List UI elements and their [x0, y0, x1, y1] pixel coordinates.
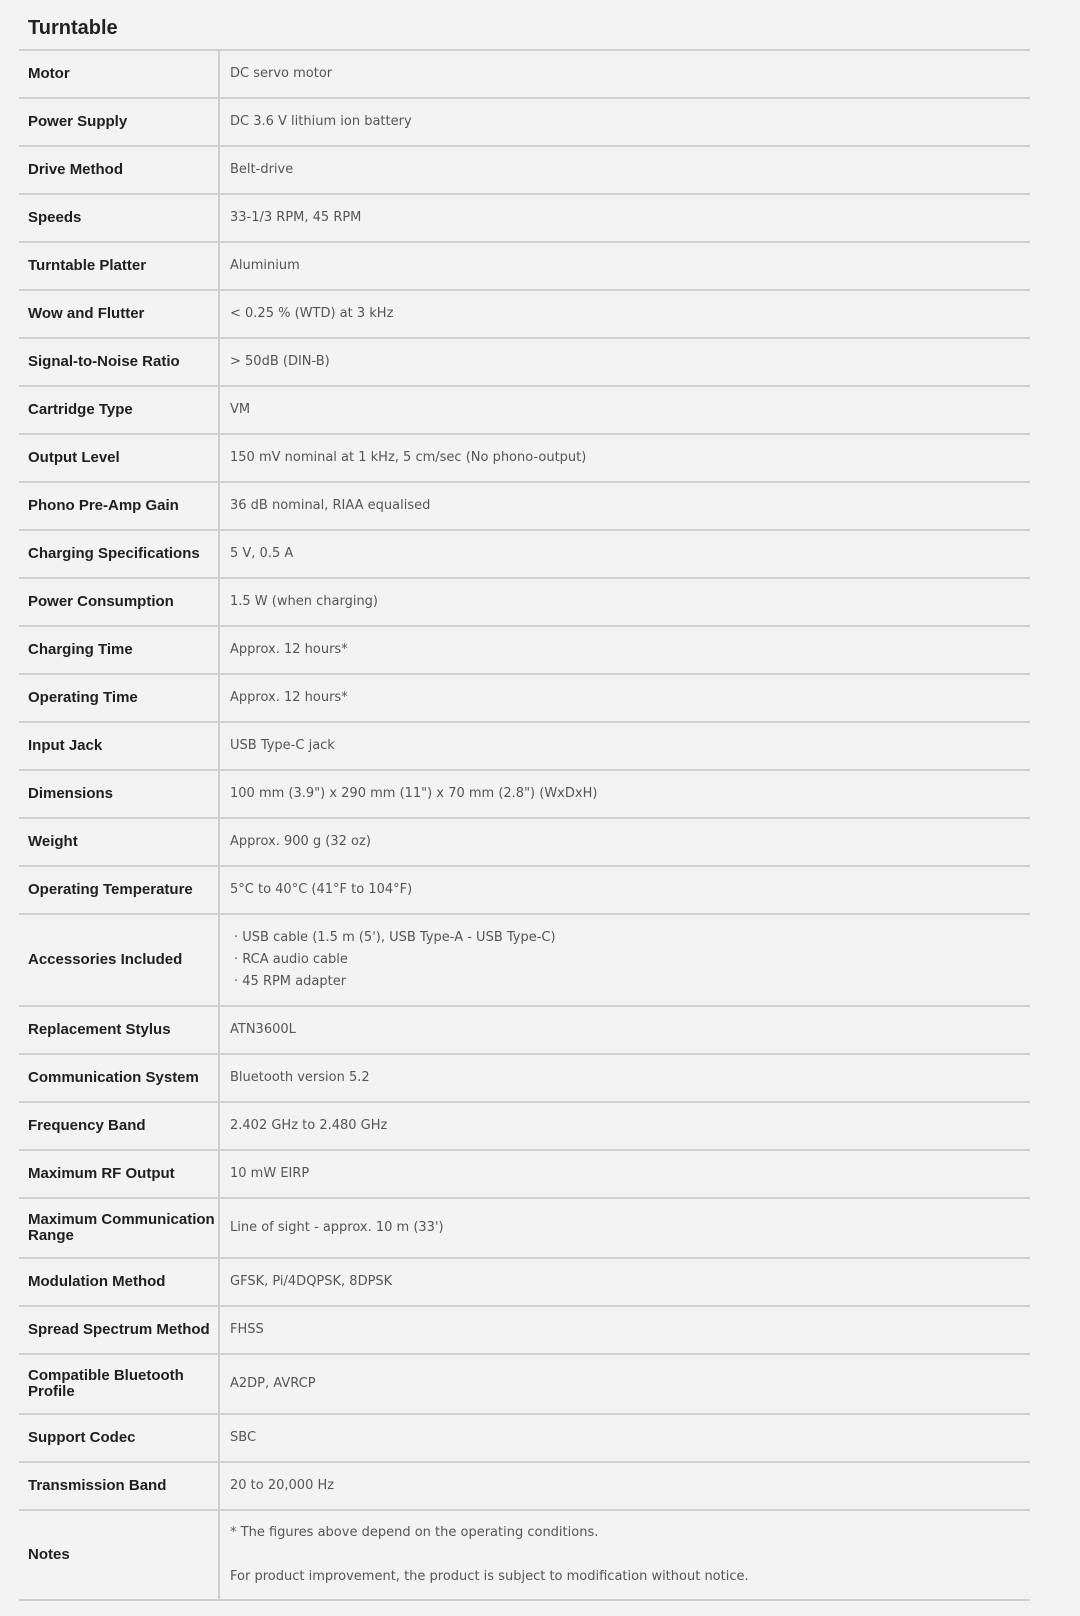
spec-row [19, 147, 1030, 195]
spec-label: Spread Spectrum Method [19, 1307, 220, 1353]
spec-value: 33-1/3 RPM, 45 RPM [230, 210, 362, 225]
spec-value: Aluminium [230, 258, 300, 273]
spec-value: 1.5 W (when charging) [230, 594, 379, 609]
spec-row [19, 723, 1030, 771]
spec-value: Approx. 12 hours* [230, 690, 348, 705]
spec-label: Speeds [19, 195, 220, 241]
spec-label: Wow and Flutter [19, 291, 220, 337]
spec-row [19, 435, 1030, 483]
spec-label: Maximum Communication Range [19, 1199, 220, 1257]
spec-value: Bluetooth version 5.2 [230, 1070, 370, 1085]
spec-row [19, 675, 1030, 723]
spec-table [19, 0, 1030, 1601]
spec-label: Notes [19, 1511, 220, 1599]
spec-label: Power Consumption [19, 579, 220, 625]
spec-label: Weight [19, 819, 220, 865]
spec-row [19, 339, 1030, 387]
spec-label: Drive Method [19, 147, 220, 193]
spec-row [19, 1055, 1030, 1103]
spec-value: 150 mV nominal at 1 kHz, 5 cm/sec (No phono-output) [230, 450, 587, 465]
spec-label: Phono Pre-Amp Gain [19, 483, 220, 529]
spec-row [19, 1463, 1030, 1511]
spec-row [19, 1415, 1030, 1463]
spec-value: 5°C to 40°C (41°F to 104°F) [230, 882, 413, 897]
note-line: For product improvement, the product is subject to modification without notice. [230, 1569, 749, 1584]
spec-value: SBC [230, 1430, 257, 1445]
spec-row [19, 1259, 1030, 1307]
accessory-item: · RCA audio cable [234, 952, 348, 967]
spec-row [19, 243, 1030, 291]
spec-label: Turntable Platter [19, 243, 220, 289]
spec-row [19, 915, 1030, 1007]
spec-row [19, 819, 1030, 867]
spec-value: 10 mW EIRP [230, 1166, 310, 1181]
spec-row [19, 483, 1030, 531]
accessory-item: · USB cable (1.5 m (5'), USB Type-A - USB Type-C) [234, 930, 556, 945]
spec-row [19, 867, 1030, 915]
spec-value: DC 3.6 V lithium ion battery [230, 114, 412, 129]
spec-value: Approx. 900 g (32 oz) [230, 834, 371, 849]
spec-value: ATN3600L [230, 1022, 296, 1037]
spec-label: Accessories Included [19, 915, 220, 1005]
spec-value: Belt-drive [230, 162, 294, 177]
spec-label: Compatible Bluetooth Profile [19, 1355, 220, 1413]
spec-value: > 50dB (DIN-B) [230, 354, 330, 369]
spec-row [19, 51, 1030, 99]
spec-label: Signal-to-Noise Ratio [19, 339, 220, 385]
spec-label: Communication System [19, 1055, 220, 1101]
spec-value: GFSK, Pi/4DQPSK, 8DPSK [230, 1274, 393, 1289]
spec-row [19, 1307, 1030, 1355]
note-line: * The figures above depend on the operating conditions. [230, 1525, 599, 1540]
spec-value-list [220, 915, 1030, 1005]
spec-row [19, 627, 1030, 675]
spec-value: 100 mm (3.9") x 290 mm (11") x 70 mm (2.8") (WxDxH) [230, 786, 598, 801]
spec-value: A2DP, AVRCP [230, 1376, 316, 1391]
spec-label: Input Jack [19, 723, 220, 769]
spec-value: VM [230, 402, 251, 417]
spec-row [19, 1007, 1030, 1055]
spec-label: Replacement Stylus [19, 1007, 220, 1053]
spec-label: Frequency Band [19, 1103, 220, 1149]
spec-value: 2.402 GHz to 2.480 GHz [230, 1118, 388, 1133]
note-spacer [230, 1544, 1030, 1566]
spec-value: 36 dB nominal, RIAA equalised [230, 498, 431, 513]
spec-row [19, 531, 1030, 579]
spec-value: Approx. 12 hours* [230, 642, 348, 657]
spec-row [19, 579, 1030, 627]
section-title: Turntable [19, 0, 1030, 51]
notes-value [220, 1511, 1030, 1599]
spec-row [19, 1511, 1030, 1601]
spec-row [19, 771, 1030, 819]
spec-row [19, 1151, 1030, 1199]
spec-label: Transmission Band [19, 1463, 220, 1509]
spec-row [19, 1103, 1030, 1151]
spec-row [19, 291, 1030, 339]
spec-label: Operating Time [19, 675, 220, 721]
spec-label: Dimensions [19, 771, 220, 817]
spec-label: Operating Temperature [19, 867, 220, 913]
spec-row [19, 99, 1030, 147]
spec-label: Charging Time [19, 627, 220, 673]
spec-value: DC servo motor [230, 66, 333, 81]
spec-label: Cartridge Type [19, 387, 220, 433]
spec-row [19, 195, 1030, 243]
spec-value: < 0.25 % (WTD) at 3 kHz [230, 306, 394, 321]
spec-value: 20 to 20,000 Hz [230, 1478, 335, 1493]
spec-label: Output Level [19, 435, 220, 481]
spec-label: Maximum RF Output [19, 1151, 220, 1197]
accessory-item: · 45 RPM adapter [234, 974, 347, 989]
spec-row [19, 387, 1030, 435]
spec-value: USB Type-C jack [230, 738, 335, 753]
spec-label: Charging Specifications [19, 531, 220, 577]
spec-value: Line of sight - approx. 10 m (33') [230, 1220, 444, 1235]
spec-value: FHSS [230, 1322, 264, 1337]
spec-label: Power Supply [19, 99, 220, 145]
spec-value: 5 V, 0.5 A [230, 546, 294, 561]
spec-label: Motor [19, 51, 220, 97]
spec-label: Modulation Method [19, 1259, 220, 1305]
spec-row [19, 1355, 1030, 1415]
spec-row [19, 1199, 1030, 1259]
spec-label: Support Codec [19, 1415, 220, 1461]
